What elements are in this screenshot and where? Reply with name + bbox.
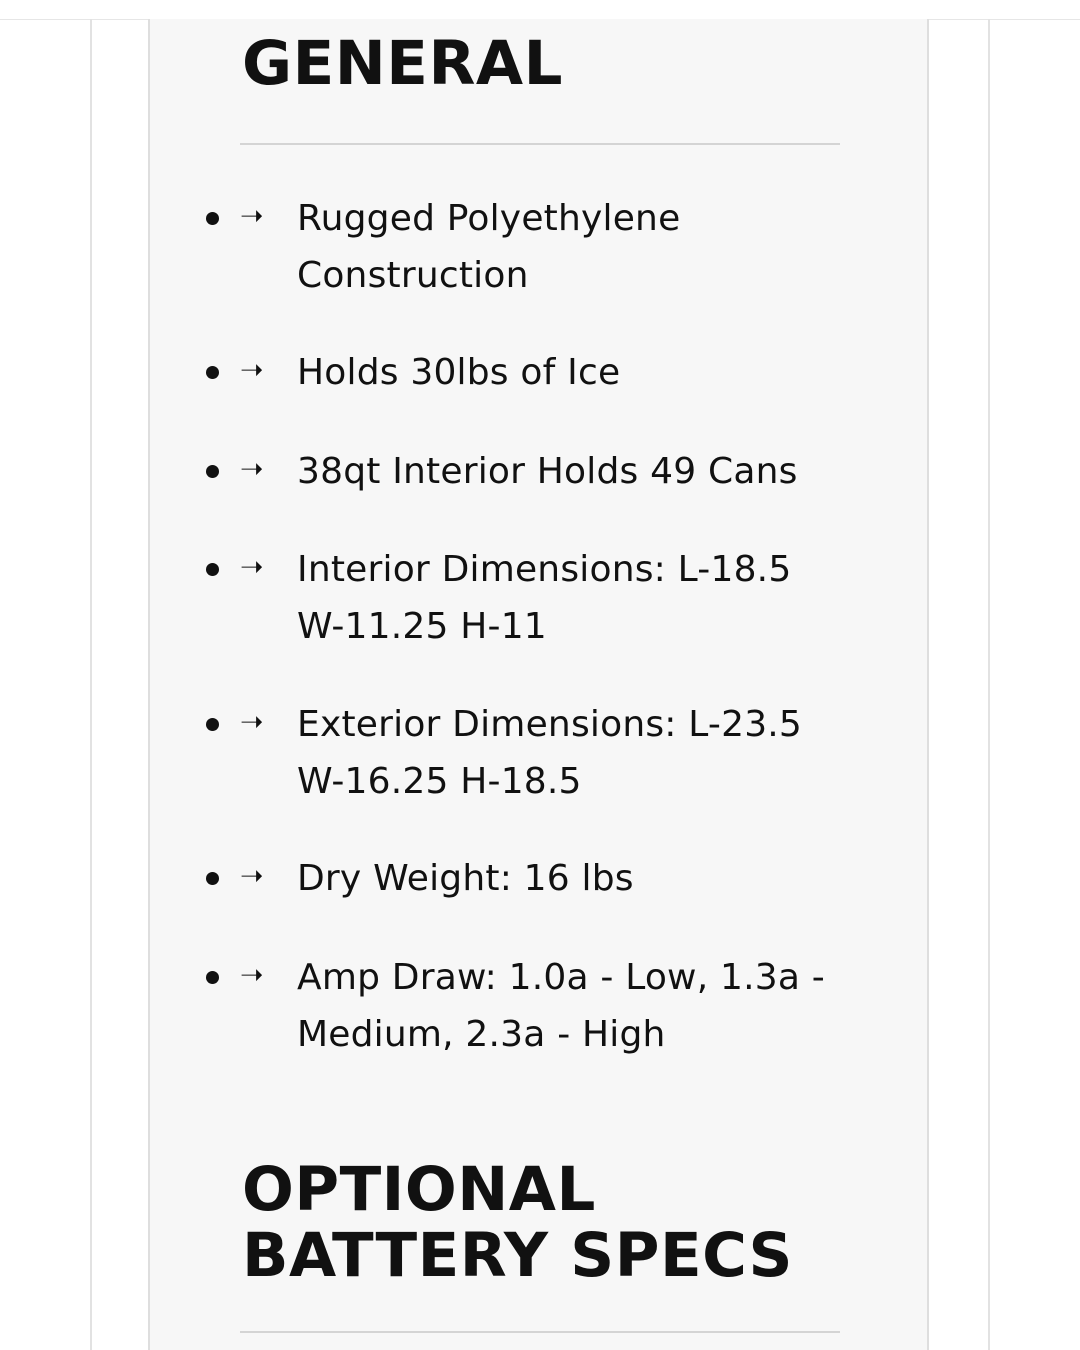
section-divider	[240, 1331, 840, 1333]
right-gutter-border	[988, 19, 990, 1350]
bullet-dot-icon	[206, 212, 219, 225]
bullet-dot-icon	[206, 872, 219, 885]
bullet-dot-icon	[206, 718, 219, 731]
arrow-right-icon: ➝	[240, 452, 264, 485]
spec-panel	[148, 19, 929, 1350]
spec-text: Rugged Polyethylene Construction	[297, 198, 681, 296]
left-gutter-border	[90, 19, 92, 1350]
arrow-right-icon: ➝	[240, 353, 264, 386]
section-title-battery: OPTIONAL BATTERY SPECS	[242, 1154, 793, 1291]
spec-text: Holds 30lbs of Ice	[297, 352, 621, 393]
arrow-right-icon: ➝	[240, 859, 264, 892]
bullet-dot-icon	[206, 465, 219, 478]
spec-text: 38qt Interior Holds 49 Cans	[297, 451, 798, 492]
spec-text: Interior Dimensions: L-18.5 W-11.25 H-11	[297, 549, 792, 647]
spec-text: Amp Draw: 1.0a - Low, 1.3a - Medium, 2.3a - High	[297, 957, 825, 1055]
bullet-dot-icon	[206, 971, 219, 984]
arrow-right-icon: ➝	[240, 958, 264, 991]
arrow-right-icon: ➝	[240, 550, 264, 583]
arrow-right-icon: ➝	[240, 705, 264, 738]
section-title-general: GENERAL	[242, 28, 564, 99]
arrow-right-icon: ➝	[240, 199, 264, 232]
bullet-dot-icon	[206, 366, 219, 379]
bullet-dot-icon	[206, 563, 219, 576]
spec-text: Dry Weight: 16 lbs	[297, 858, 634, 899]
section-divider	[240, 143, 840, 145]
spec-text: Exterior Dimensions: L-23.5 W-16.25 H-18.5	[297, 704, 803, 802]
